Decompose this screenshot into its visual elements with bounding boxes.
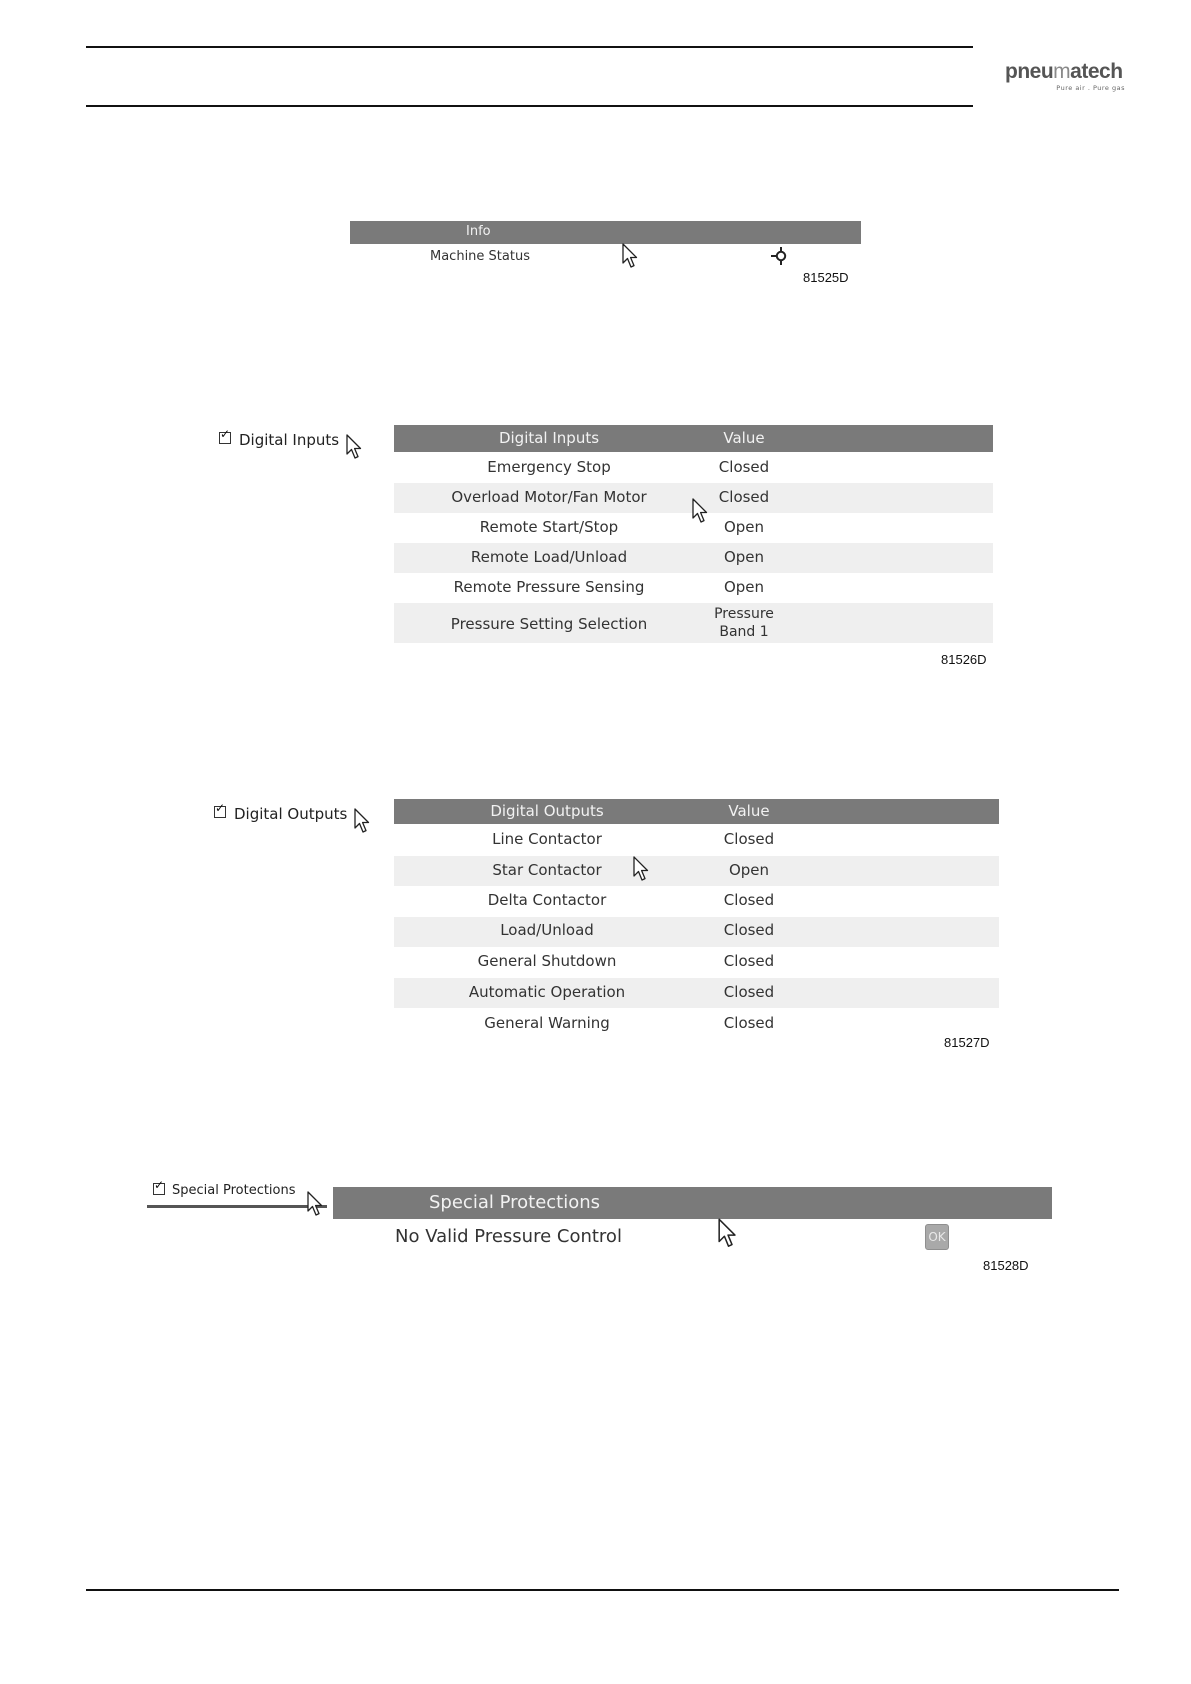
- output-value: Closed: [723, 921, 775, 939]
- selection-underline: [147, 1205, 327, 1208]
- header-rule-bottom: [86, 105, 973, 107]
- column-header: Value: [723, 429, 765, 447]
- table-header: [394, 799, 999, 824]
- input-name: Overload Motor/Fan Motor: [451, 488, 647, 506]
- column-header: Value: [728, 802, 770, 820]
- footer-rule: [86, 1589, 1119, 1591]
- figure-id-81528: 81528D: [983, 1258, 1029, 1273]
- output-name: Delta Contactor: [487, 891, 607, 909]
- column-header: Digital Inputs: [498, 429, 600, 447]
- input-name: Pressure Setting Selection: [450, 615, 648, 633]
- header-rule-top: [86, 46, 973, 48]
- special-protections-checkbox-label[interactable]: Special Protections: [172, 1183, 296, 1198]
- ok-button[interactable]: OK: [925, 1224, 949, 1250]
- input-name: Remote Start/Stop: [479, 518, 619, 536]
- digital-inputs-checkbox[interactable]: ✓: [219, 432, 231, 444]
- output-value: Closed: [723, 983, 775, 1001]
- table-header: [394, 425, 993, 452]
- figure-id-81526: 81526D: [941, 652, 987, 667]
- table-row: [394, 603, 993, 643]
- table-row: [394, 453, 993, 483]
- brand-logo: [1005, 60, 1125, 92]
- table-row: [394, 1008, 999, 1039]
- logo-part: atech: [1070, 60, 1123, 83]
- output-value: Closed: [723, 1014, 775, 1032]
- input-value-line1: Pressure: [714, 606, 774, 622]
- logo-part: m: [1053, 60, 1071, 83]
- input-value: Closed: [718, 458, 770, 476]
- special-protections-title: Special Protections: [429, 1192, 601, 1213]
- mouse-cursor-icon: [633, 856, 651, 884]
- logo-part: pneu: [1005, 60, 1054, 83]
- table-row: [394, 917, 999, 947]
- machine-status-icon[interactable]: [770, 246, 790, 266]
- special-protections-header: [333, 1187, 1052, 1219]
- table-row: [394, 825, 999, 856]
- digital-outputs-checkbox[interactable]: ✓: [214, 806, 226, 818]
- output-name: Automatic Operation: [468, 983, 626, 1001]
- mouse-cursor-icon: [354, 808, 372, 836]
- digital-outputs-table: [394, 799, 999, 1039]
- figure-id-81527: 81527D: [944, 1035, 990, 1050]
- special-protections-checkbox[interactable]: ✓: [153, 1183, 165, 1195]
- digital-inputs-checkbox-label[interactable]: Digital Inputs: [239, 431, 340, 449]
- mouse-cursor-icon: [718, 1218, 739, 1251]
- logo-tagline: Pure air . Pure gas: [1056, 84, 1125, 92]
- output-name: Line Contactor: [492, 830, 602, 848]
- input-value: Open: [723, 578, 765, 596]
- table-row: [394, 978, 999, 1008]
- mouse-cursor-icon: [692, 498, 710, 526]
- output-name: General Warning: [484, 1014, 610, 1032]
- output-name: Load/Unload: [500, 921, 594, 939]
- digital-outputs-checkbox-label[interactable]: Digital Outputs: [234, 805, 348, 823]
- table-row: [394, 543, 993, 573]
- input-value: Open: [723, 548, 765, 566]
- table-row: [394, 573, 993, 603]
- input-value: Closed: [718, 488, 770, 506]
- output-value: Open: [728, 861, 770, 879]
- special-protection-item: No Valid Pressure Control: [395, 1226, 622, 1247]
- mouse-cursor-icon: [346, 434, 364, 462]
- table-row: [394, 947, 999, 978]
- mouse-cursor-icon: [622, 243, 640, 271]
- input-name: Emergency Stop: [487, 458, 611, 476]
- input-value: Open: [723, 518, 765, 536]
- input-name: Remote Pressure Sensing: [453, 578, 645, 596]
- output-name: Star Contactor: [492, 861, 602, 879]
- figure-id-81525: 81525D: [803, 270, 849, 285]
- output-value: Closed: [723, 952, 775, 970]
- table-row: [394, 886, 999, 917]
- column-header: Digital Outputs: [490, 802, 604, 820]
- info-panel-title: Info: [466, 224, 491, 239]
- table-row: [394, 856, 999, 886]
- output-value: Closed: [723, 891, 775, 909]
- mouse-cursor-icon: [307, 1191, 325, 1219]
- input-name: Remote Load/Unload: [470, 548, 628, 566]
- output-name: General Shutdown: [477, 952, 617, 970]
- machine-status-link[interactable]: Machine Status: [430, 249, 530, 264]
- digital-inputs-table: [394, 425, 993, 645]
- info-panel-header: [350, 221, 861, 244]
- output-value: Closed: [723, 830, 775, 848]
- input-value-line2: Band 1: [719, 624, 769, 640]
